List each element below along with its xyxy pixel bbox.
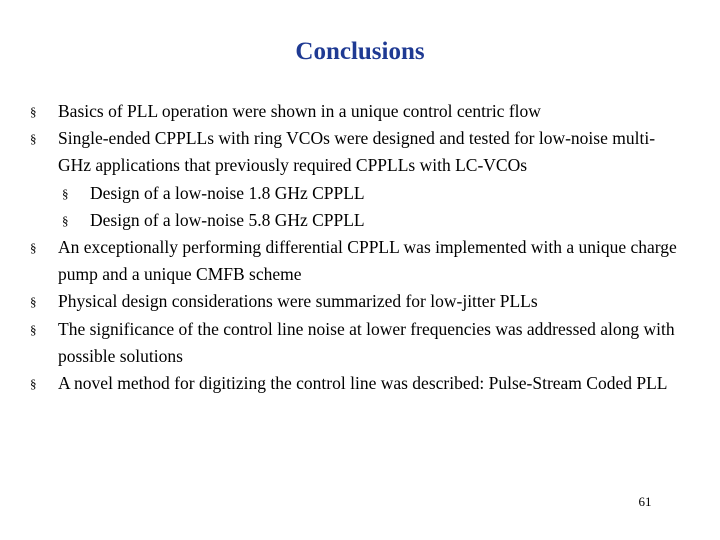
bullet-text: Physical design considerations were summarized for low-jitter PLLs xyxy=(58,291,538,312)
bullet-item xyxy=(30,98,680,125)
bullet-item xyxy=(30,125,680,179)
bullet-marker-icon: § xyxy=(62,212,69,228)
bullet-item xyxy=(30,370,680,397)
bullet-item xyxy=(30,316,680,370)
bullet-text: Basics of PLL operation were shown in a unique control centric flow xyxy=(58,101,541,121)
sub-bullet-item xyxy=(30,180,680,207)
bullet-text: Single-ended CPPLLs with ring VCOs were designed and tested for low-noise multi-GHz applications that previously required CPPLLs with LC-VCOs xyxy=(58,128,656,176)
bullet-text: A novel method for digitizing the control line was described: Pulse-Stream Coded PLL xyxy=(58,373,668,394)
sub-bullet-item xyxy=(30,207,680,234)
bullet-marker-icon: § xyxy=(30,321,37,337)
bullet-marker-icon: § xyxy=(30,104,37,119)
bullet-marker-icon: § xyxy=(30,376,37,392)
bullet-list xyxy=(30,98,680,397)
bullet-text: The significance of the control line noise at lower frequencies was addressed along with possible solutions xyxy=(58,318,675,366)
bullet-item xyxy=(30,288,680,315)
bullet-marker-icon: § xyxy=(30,240,37,256)
slide-title: Conclusions xyxy=(295,38,425,65)
bullet-item xyxy=(30,234,680,288)
bullet-marker-icon: § xyxy=(30,294,37,310)
bullet-marker-icon: § xyxy=(62,185,69,201)
bullet-marker-icon: § xyxy=(30,131,37,147)
bullet-text: An exceptionally performing differential CPPLL was implemented with a unique charge pump and a unique CMFB scheme xyxy=(58,237,677,285)
bullet-text: Design of a low-noise 5.8 GHz CPPLL xyxy=(90,209,365,230)
page-number: 61 xyxy=(638,494,652,509)
bullet-text: Design of a low-noise 1.8 GHz CPPLL xyxy=(90,182,365,203)
